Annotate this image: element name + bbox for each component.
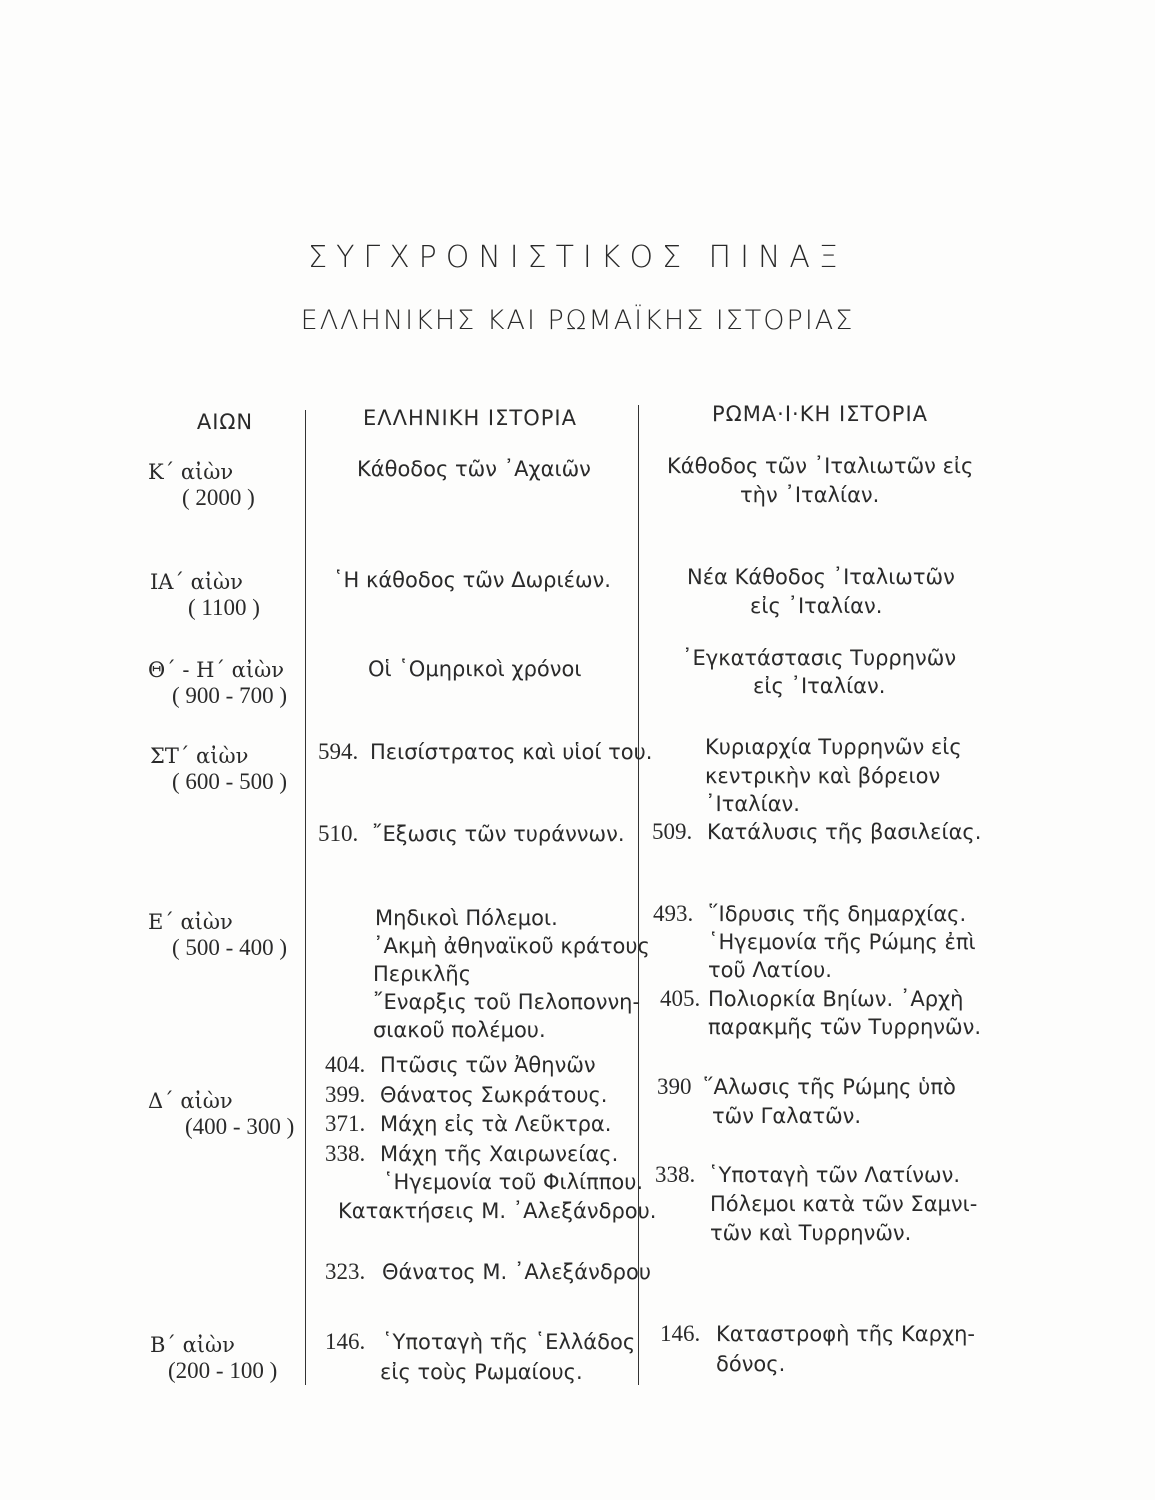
- roman-year: 405.: [660, 986, 701, 1011]
- greek-year: 399.: [325, 1082, 366, 1107]
- greek-year: 323.: [325, 1259, 366, 1284]
- roman-event: Κατάλυσις τῆς βασιλείας.: [707, 820, 982, 844]
- greek-event: Πεισίστρατος καὶ υἱοί του.: [370, 740, 653, 764]
- greek-event: Μάχη εἰς τὰ Λεῦκτρα.: [380, 1112, 612, 1136]
- roman-event: Καταστροφὴ τῆς Καρχη-: [716, 1322, 975, 1346]
- greek-event: Κατακτήσεις Μ. ᾿Αλεξάνδρου.: [338, 1199, 657, 1223]
- roman-year: 338.: [655, 1162, 696, 1187]
- roman-event: Πόλεμοι κατὰ τῶν Σαμνι-: [710, 1192, 978, 1216]
- roman-event: ῞Αλωσις τῆς Ρώμης ὑπὸ: [703, 1075, 956, 1099]
- roman-event: Κυριαρχία Τυρρηνῶν εἰς: [705, 735, 962, 759]
- century-range: (200 - 100 ): [168, 1358, 278, 1383]
- roman-event: εἰς ᾿Ιταλίαν.: [753, 674, 886, 698]
- roman-event: ῾Υποταγὴ τῶν Λατίνων.: [708, 1163, 961, 1187]
- century-label: Δ΄ αἰὼν: [148, 1089, 233, 1113]
- greek-year: 146.: [325, 1329, 366, 1354]
- roman-year: 390: [657, 1074, 692, 1099]
- greek-event: ᾿Ακμὴ ἀθηναϊκοῦ κράτους: [373, 934, 650, 958]
- century-range: (400 - 300 ): [185, 1114, 295, 1139]
- roman-event: ῞Ιδρυσις τῆς δημαρχίας.: [708, 902, 967, 926]
- column-divider-right: [638, 405, 639, 1385]
- greek-year: 594.: [318, 739, 359, 764]
- roman-event: τὴν ᾿Ιταλίαν.: [740, 483, 880, 507]
- roman-event: Πολιορκία Βηίων. ᾿Αρχὴ: [708, 987, 964, 1011]
- century-label: ΙΑ΄ αἰὼν: [150, 570, 243, 594]
- roman-event: κεντρικὴν καὶ βόρειον: [705, 764, 941, 788]
- greek-event: Οἱ ῾Ομηρικοὶ χρόνοι: [368, 657, 582, 681]
- page-subtitle: ΕΛΛΗΝΙΚΗΣ ΚΑΙ ΡΩΜΑΪΚΗΣ ΙΣΤΟΡΙΑΣ: [300, 305, 855, 336]
- greek-event: σιακοῦ πολέμου.: [373, 1018, 546, 1042]
- greek-event: Μάχη τῆς Χαιρωνείας.: [380, 1142, 619, 1166]
- roman-event: παρακμῆς τῶν Τυρρηνῶν.: [708, 1015, 982, 1039]
- roman-event: τοῦ Λατίου.: [708, 958, 832, 982]
- header-roman-history: ΡΩΜΑ·Ι·ΚΗ ΙΣΤΟΡΙΑ: [711, 402, 929, 426]
- roman-year: 493.: [653, 901, 694, 926]
- header-greek-history: ΕΛΛΗΝΙΚΗ ΙΣΤΟΡΙΑ: [363, 406, 577, 430]
- greek-year: 404.: [325, 1052, 366, 1077]
- roman-event: Νέα Κάθοδος ᾿Ιταλιωτῶν: [687, 565, 955, 589]
- greek-year: 338.: [325, 1141, 366, 1166]
- century-range: ( 2000 ): [182, 485, 255, 510]
- greek-event: Πτῶσις τῶν Ἀθηνῶν: [380, 1053, 596, 1077]
- greek-event: ῎Εξωσις τῶν τυράννων.: [372, 822, 625, 846]
- roman-event: τῶν καὶ Τυρρηνῶν.: [710, 1221, 912, 1245]
- roman-event: δόνος.: [716, 1352, 786, 1376]
- century-range: ( 900 - 700 ): [172, 683, 287, 708]
- roman-event: τῶν Γαλατῶν.: [712, 1104, 862, 1128]
- greek-event: Μηδικοὶ Πόλεμοι.: [375, 906, 558, 930]
- roman-event: ᾿Εγκατάστασις Τυρρηνῶν: [682, 646, 957, 670]
- roman-event: εἰς ᾿Ιταλίαν.: [750, 594, 883, 618]
- column-divider-left: [305, 410, 306, 1385]
- roman-event: ᾿Ιταλίαν.: [705, 792, 800, 816]
- greek-event: εἰς τοὺς Ρωμαίους.: [380, 1360, 583, 1384]
- page-title: ΣΥΓΧΡΟΝΙΣΤΙΚΟΣ ΠΙΝΑΞ: [308, 240, 847, 275]
- century-label: ΣΤ΄ αἰὼν: [150, 744, 249, 768]
- greek-year: 510.: [318, 821, 359, 846]
- greek-event: ῾Ηγεμονία τοῦ Φιλίππου.: [383, 1170, 644, 1194]
- greek-event: Κάθοδος τῶν ᾿Αχαιῶν: [357, 457, 591, 481]
- roman-event: ῾Ηγεμονία τῆς Ρώμης ἐπὶ: [708, 930, 976, 954]
- greek-event: Περικλῆς: [373, 962, 472, 986]
- greek-event: ῎Εναρξις τοῦ Πελοποννη-: [373, 990, 641, 1014]
- century-label: Θ΄ - Η΄ αἰὼν: [148, 658, 284, 682]
- century-range: ( 600 - 500 ): [172, 769, 287, 794]
- roman-year: 146.: [660, 1321, 701, 1346]
- roman-event: Κάθοδος τῶν ᾿Ιταλιωτῶν εἰς: [667, 454, 974, 478]
- greek-event: ῾Η κάθοδος τῶν Δωριέων.: [333, 568, 611, 592]
- header-century: ΑΙΩΝ: [196, 410, 254, 434]
- greek-event: Θάνατος Σωκράτους.: [380, 1083, 608, 1107]
- roman-year: 509.: [652, 819, 693, 844]
- century-range: ( 1100 ): [188, 595, 260, 620]
- century-label: Κ΄ αἰὼν: [148, 460, 234, 484]
- century-range: ( 500 - 400 ): [172, 935, 287, 960]
- century-label: Ε΄ αἰὼν: [148, 910, 233, 934]
- greek-year: 371.: [325, 1111, 366, 1136]
- greek-event: ῾Υποταγὴ τῆς ῾Ελλάδος: [382, 1330, 636, 1354]
- century-label: Β΄ αἰὼν: [150, 1333, 235, 1357]
- greek-event: Θάνατος Μ. ᾿Αλεξάνδρου: [382, 1260, 652, 1284]
